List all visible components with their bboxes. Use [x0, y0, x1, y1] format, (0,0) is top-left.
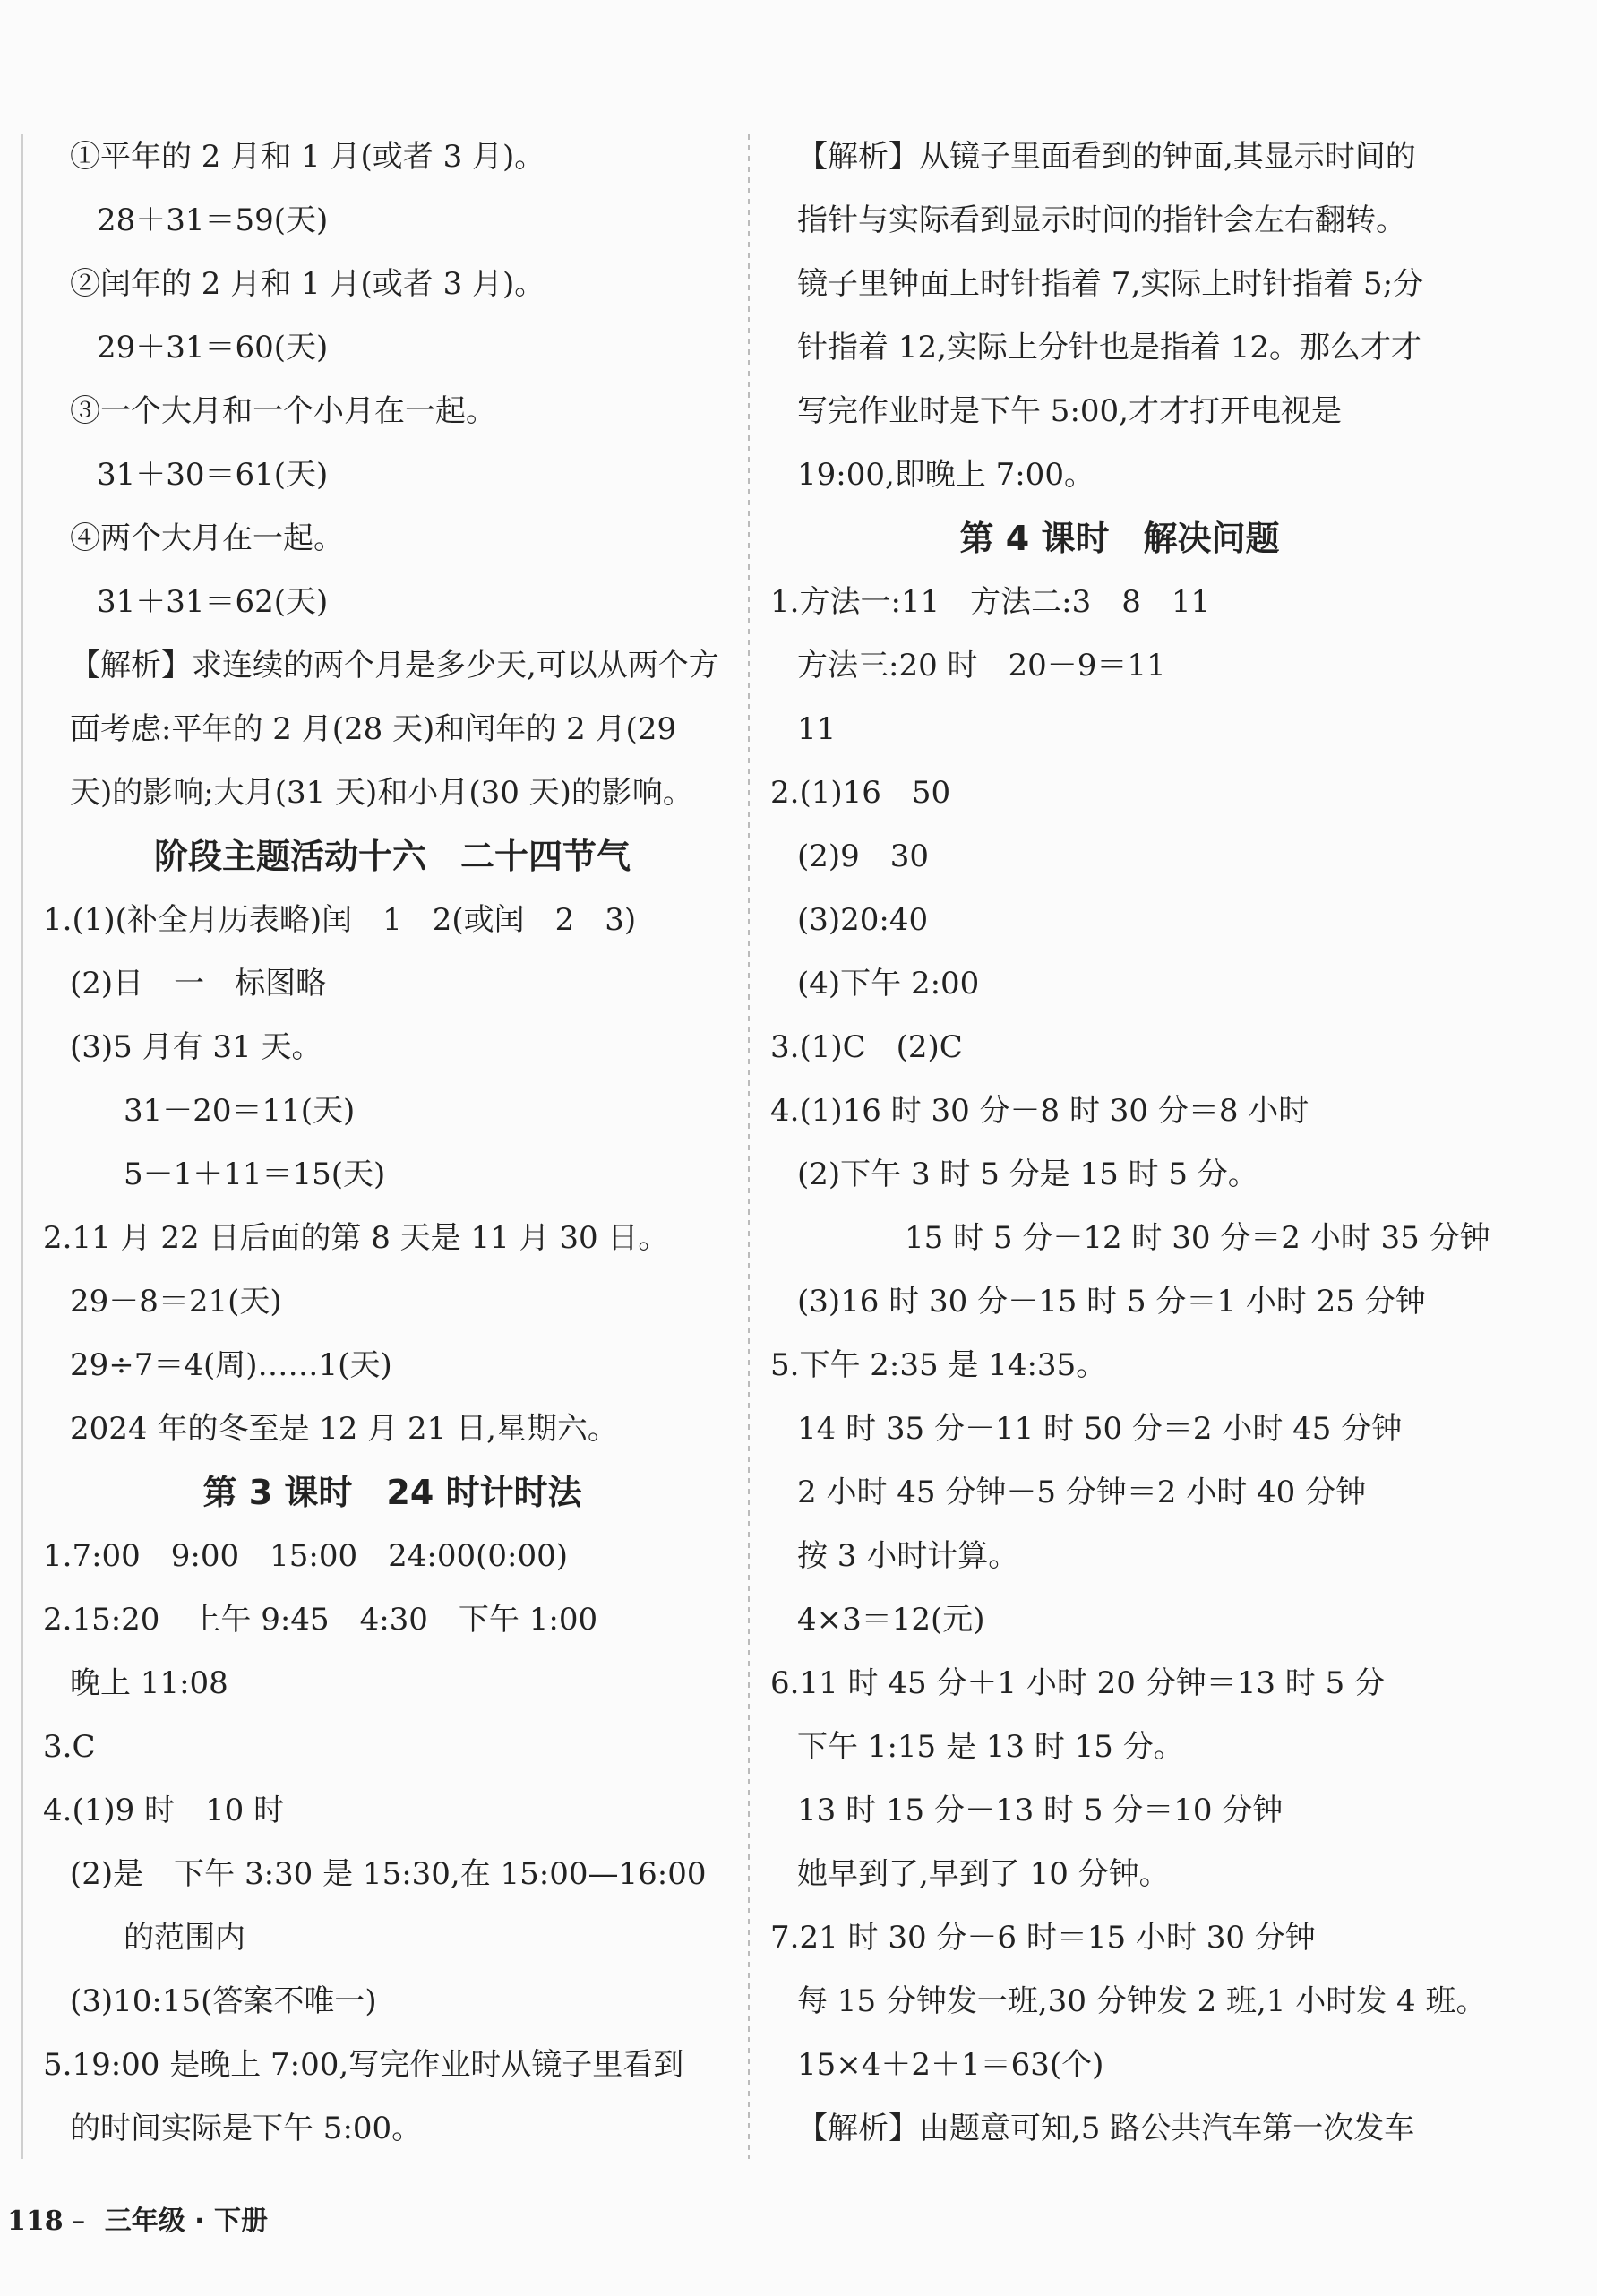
answer-line: 方法三:20 时 20－9＝11 [797, 648, 1166, 684]
answer-line: 针指着 12,实际上分针也是指着 12。那么才才 [797, 330, 1421, 365]
answer-line: 天)的影响;大月(31 天)和小月(30 天)的影响。 [70, 775, 693, 811]
answer-line: 镜子里钟面上时针指着 7,实际上时针指着 5;分 [797, 266, 1424, 302]
answer-line: 1.(1)(补全月历表略)闰 1 2(或闰 2 3) [43, 902, 637, 938]
left-margin-rule [21, 134, 23, 2159]
answer-line: 2.15:20 上午 9:45 4:30 下午 1:00 [43, 1602, 598, 1638]
answer-line: 1.方法一:11 方法二:3 8 11 [770, 584, 1211, 620]
answer-line: 7.21 时 30 分－6 时＝15 小时 30 分钟 [770, 1920, 1316, 1956]
answer-line: 每 15 分钟发一班,30 分钟发 2 班,1 小时发 4 班。 [797, 1983, 1487, 2019]
page-number: 118 [7, 2206, 64, 2237]
page-footer [7, 2199, 268, 2244]
answer-line: (2)9 30 [797, 838, 930, 874]
answer-line: 6.11 时 45 分＋1 小时 20 分钟＝13 时 5 分 [770, 1665, 1386, 1701]
answer-line: ④两个大月在一起。 [70, 520, 344, 556]
answer-line: 2024 年的冬至是 12 月 21 日,星期六。 [70, 1411, 618, 1447]
answer-line: 3.C [43, 1729, 96, 1765]
answer-line: 29÷7＝4(周)……1(天) [70, 1347, 392, 1383]
answer-line: (3)20:40 [797, 902, 929, 938]
answer-line: 下午 1:15 是 13 时 15 分。 [797, 1729, 1184, 1765]
answer-line: (3)10:15(答案不唯一) [70, 1983, 377, 2019]
answer-line: 的时间实际是下午 5:00。 [70, 2111, 423, 2146]
answer-line: 晚上 11:08 [70, 1665, 228, 1701]
answer-line: 4.(1)16 时 30 分－8 时 30 分＝8 小时 [770, 1093, 1309, 1129]
answer-line: 29＋31＝60(天) [97, 330, 329, 365]
answer-line: 14 时 35 分－11 时 50 分＝2 小时 45 分钟 [797, 1411, 1403, 1447]
answer-line: ①平年的 2 月和 1 月(或者 3 月)。 [70, 139, 545, 175]
footer-separator: – [63, 2206, 86, 2237]
answer-line: 4.(1)9 时 10 时 [43, 1793, 285, 1828]
answer-line: 写完作业时是下午 5:00,才才打开电视是 [797, 393, 1342, 429]
answer-line: 4×3＝12(元) [797, 1602, 985, 1638]
answer-line: 31－20＝11(天) [124, 1093, 356, 1129]
answer-line: (2)下午 3 时 5 分是 15 时 5 分。 [797, 1157, 1258, 1192]
answer-line: 2.(1)16 50 [770, 775, 951, 811]
answer-line: ②闰年的 2 月和 1 月(或者 3 月)。 [70, 266, 545, 302]
answer-line: 的范围内 [124, 1920, 245, 1956]
answer-line: 2.11 月 22 日后面的第 8 天是 11 月 30 日。 [43, 1220, 669, 1256]
answer-line: 11 [797, 711, 837, 747]
answer-line: 31＋31＝62(天) [97, 584, 329, 620]
answer-line: 2 小时 45 分钟－5 分钟＝2 小时 40 分钟 [797, 1475, 1367, 1510]
answer-line: 3.(1)C (2)C [770, 1029, 963, 1065]
answer-line: 1.7:00 9:00 15:00 24:00(0:00) [43, 1538, 568, 1574]
answer-line: 【解析】求连续的两个月是多少天,可以从两个方 [70, 648, 719, 684]
answer-line: 面考虑:平年的 2 月(28 天)和闰年的 2 月(29 [70, 711, 677, 747]
answer-line: (3)5 月有 31 天。 [70, 1029, 322, 1065]
answer-line: 15×4＋2＋1＝63(个) [797, 2047, 1104, 2083]
answer-line: (2)日 一 标图略 [70, 966, 327, 1002]
answer-line: 13 时 15 分－13 时 5 分＝10 分钟 [797, 1793, 1284, 1828]
answer-line: 【解析】从镜子里面看到的钟面,其显示时间的 [797, 139, 1416, 175]
answer-line: 29－8＝21(天) [70, 1284, 282, 1320]
answer-line: 31＋30＝61(天) [97, 457, 329, 493]
answer-line: 按 3 小时计算。 [797, 1538, 1019, 1574]
section-heading: 第 3 课时 24 时计时法 [202, 1473, 582, 1512]
column-divider [748, 134, 750, 2159]
answer-line: 她早到了,早到了 10 分钟。 [797, 1856, 1170, 1892]
section-heading: 第 4 课时 解决问题 [959, 519, 1280, 558]
grade-label: 三年级 · 下册 [104, 2206, 269, 2237]
answer-line: 28＋31＝59(天) [97, 202, 329, 238]
answer-line: 19:00,即晚上 7:00。 [797, 457, 1095, 493]
answer-line: ③一个大月和一个小月在一起。 [70, 393, 496, 429]
answer-line: 指针与实际看到显示时间的指针会左右翻转。 [797, 202, 1406, 238]
answer-line: 【解析】由题意可知,5 路公共汽车第一次发车 [797, 2111, 1415, 2146]
answer-line: (4)下午 2:00 [797, 966, 980, 1002]
answer-line: 15 时 5 分－12 时 30 分＝2 小时 35 分钟 [905, 1220, 1490, 1256]
right-column [770, 125, 1490, 2161]
answer-line: (3)16 时 30 分－15 时 5 分＝1 小时 25 分钟 [797, 1284, 1426, 1320]
answer-line: 5－1＋11＝15(天) [124, 1157, 386, 1192]
answer-line: 5.19:00 是晚上 7:00,写完作业时从镜子里看到 [43, 2047, 684, 2083]
answer-line: (2)是 下午 3:30 是 15:30,在 15:00—16:00 [70, 1856, 707, 1892]
section-heading: 阶段主题活动十六 二十四节气 [153, 837, 631, 876]
left-column [43, 125, 742, 2161]
answer-line: 5.下午 2:35 是 14:35。 [770, 1347, 1107, 1383]
